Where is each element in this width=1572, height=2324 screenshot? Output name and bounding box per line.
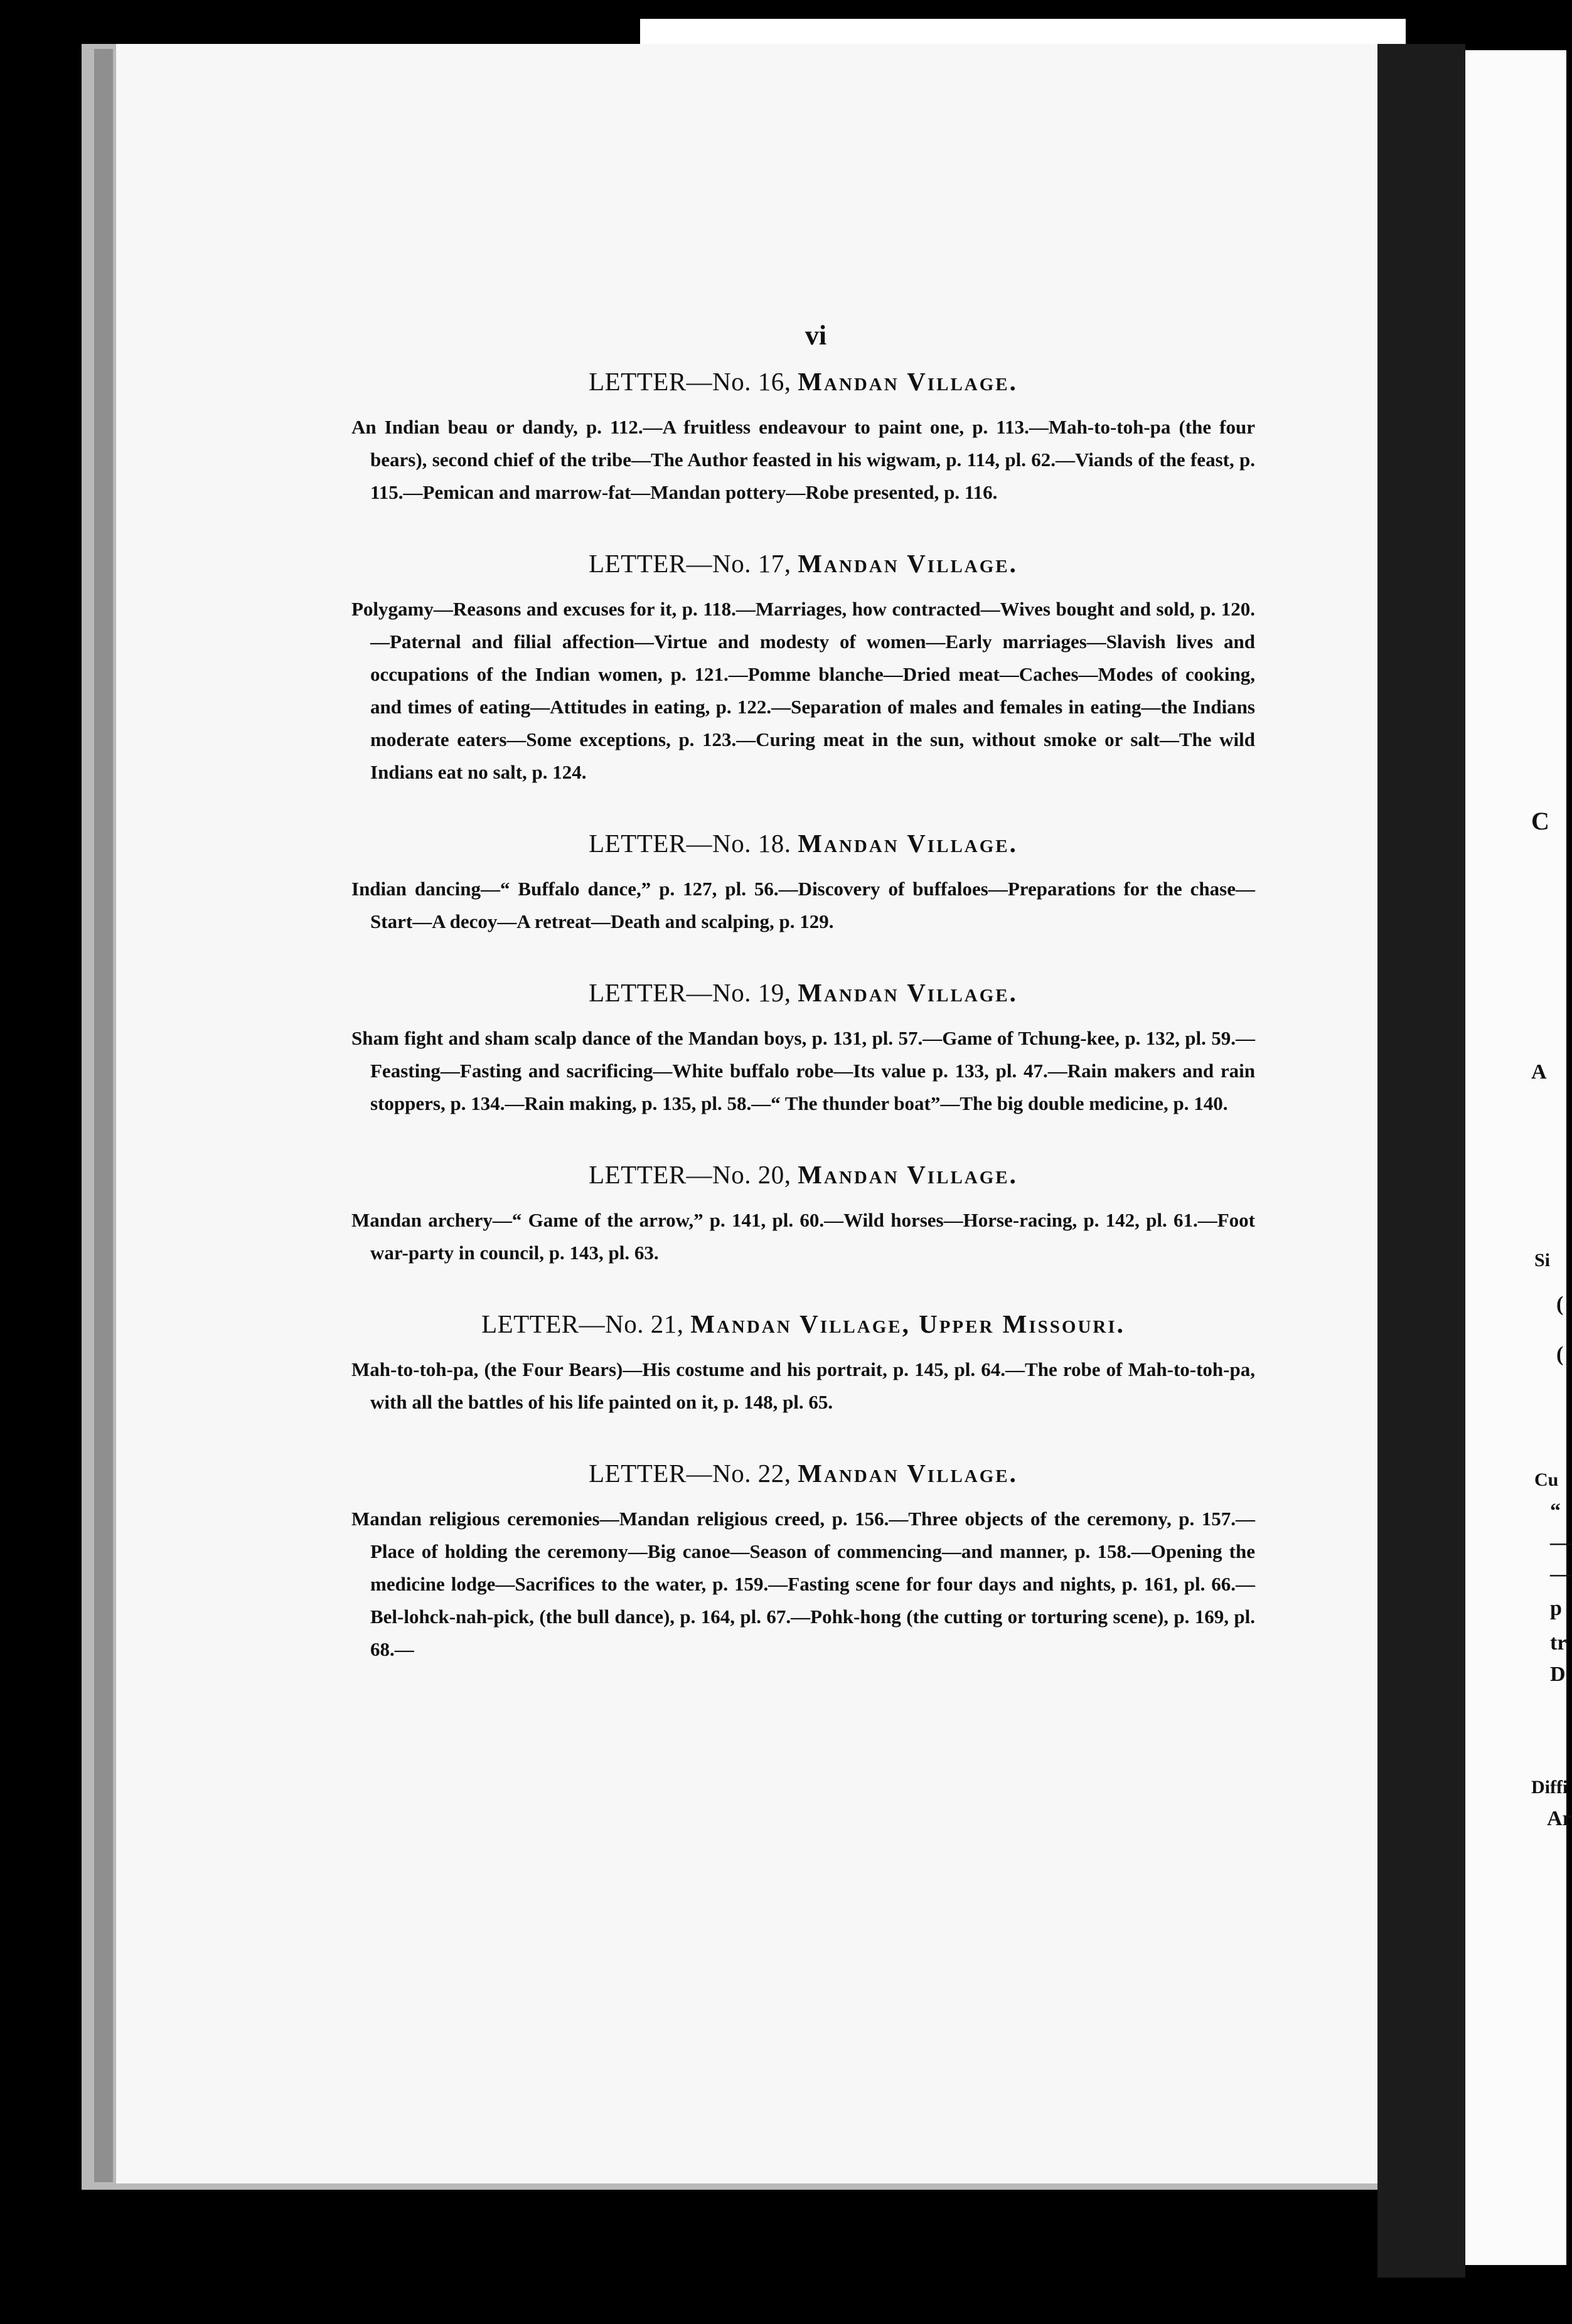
next-page-fragment: Diffi: [1531, 1777, 1568, 1798]
letter-number: LETTER—No. 18.: [589, 829, 791, 858]
adjacent-page: [1465, 50, 1566, 2265]
book-gutter: [1377, 44, 1465, 2278]
letter-number: LETTER—No. 19,: [589, 978, 791, 1007]
next-page-fragment: D: [1550, 1663, 1566, 1686]
next-page-fragment: Cu: [1534, 1469, 1559, 1490]
page-binding-edge: [94, 49, 113, 2182]
letter-entry: [351, 366, 1255, 509]
next-page-fragment: A: [1531, 1060, 1547, 1084]
next-page-fragment: (: [1556, 1343, 1564, 1366]
letter-place: Mandan Village.: [798, 1160, 1018, 1189]
letter-number: LETTER—No. 16,: [589, 367, 791, 396]
letter-place: Mandan Village.: [798, 829, 1018, 858]
next-page-fragment: —: [1550, 1562, 1571, 1586]
letter-place: Mandan Village.: [798, 367, 1018, 396]
letter-number: LETTER—No. 22,: [589, 1459, 791, 1488]
page-number: vi: [805, 320, 827, 351]
next-page-fragment: tr: [1550, 1631, 1567, 1655]
letter-number: LETTER—No. 20,: [589, 1160, 791, 1189]
letter-heading: [351, 1159, 1255, 1190]
letter-heading: [351, 366, 1255, 397]
letter-summary: Mandan religious ceremonies—Mandan religious creed, p. 156.—Three objects of the ceremony, p. 157.—Place of holding the ceremony—Big canoe—Season of commencing—and manner, p. 158.—Opening the medicine lodge—Sacrifices to the water, p. 159.—Fasting scene for four days and nights, p. 161, pl. 66.—Bel-lohck-nah-pick, (the bull dance), p. 164, pl. 67.—Pohk-hong (the cutting or torturing scene), p. 169, pl. 68.—: [351, 1508, 1255, 1660]
letter-heading: [351, 548, 1255, 579]
next-page-fragment: Ar: [1547, 1807, 1572, 1830]
letter-summary: An Indian beau or dandy, p. 112.—A fruitless endeavour to paint one, p. 113.—Mah-to-toh-pa (the four bears), second chief of the tribe—The Author feasted in his wigwam, p. 114, pl. 62.—Viands of the feast, p. 115.—Pemican and marrow-fat—Mandan pottery—Robe presented, p. 116.: [351, 416, 1255, 503]
letter-entry: [351, 828, 1255, 938]
letter-summary: Indian dancing—“ Buffalo dance,” p. 127, pl. 56.—Discovery of buffaloes—Preparations for the chase—Start—A decoy—A retreat—Death and scalping, p. 129.: [351, 878, 1255, 932]
next-page-fragment: —: [1550, 1531, 1571, 1554]
letter-heading: [351, 828, 1255, 859]
letter-entry: [351, 1308, 1255, 1419]
letter-entry: [351, 1458, 1255, 1666]
letter-summary: Mandan archery—“ Game of the arrow,” p. 141, pl. 60.—Wild horses—Horse-racing, p. 142, pl. 61.—Foot war-party in council, p. 143, pl. 63.: [351, 1209, 1255, 1264]
letter-summary: Polygamy—Reasons and excuses for it, p. 118.—Marriages, how contracted—Wives bought and sold, p. 120.—Paternal and filial affection—Virtue and modesty of women—Early marriages—Slavish lives and occupations of the Indian women, p. 121.—Pomme blanche—Dried meat—Caches—Modes of cooking, and times of eating—Attitudes in eating, p. 122.—Separation of males and females in eating—the Indians moderate eaters—Some exceptions, p. 123.—Curing meat in the sun, without smoke or salt—The wild Indians eat no salt, p. 124.: [351, 598, 1255, 783]
letter-place: Mandan Village.: [798, 1459, 1018, 1488]
letter-heading: [351, 1458, 1255, 1489]
next-page-fragment: Si: [1534, 1250, 1551, 1271]
letter-number: LETTER—No. 21,: [481, 1309, 684, 1338]
letter-summary: Mah-to-toh-pa, (the Four Bears)—His costume and his portrait, p. 145, pl. 64.—The robe of Mah-to-toh-pa, with all the battles of his life painted on it, p. 148, pl. 65.: [351, 1358, 1255, 1413]
next-page-fragment: p: [1550, 1597, 1562, 1620]
next-page-fragment: “: [1550, 1500, 1561, 1523]
letter-entry: [351, 1159, 1255, 1269]
letter-heading: [351, 977, 1255, 1008]
next-page-fragment: C: [1531, 807, 1549, 835]
letter-place: Mandan Village.: [798, 549, 1018, 578]
letter-entry: [351, 548, 1255, 789]
letter-heading: [351, 1308, 1255, 1340]
letter-place: Mandan Village, Upper Missouri.: [690, 1309, 1125, 1338]
letter-place: Mandan Village.: [798, 978, 1018, 1007]
letter-number: LETTER—No. 17,: [589, 549, 791, 578]
letter-entry: [351, 977, 1255, 1120]
letter-summary: Sham fight and sham scalp dance of the Mandan boys, p. 131, pl. 57.—Game of Tchung-kee, p. 132, pl. 59.—Feasting—Fasting and sacrificing—White buffalo robe—Its value p. 133, pl. 47.—Rain makers and rain stoppers, p. 134.—Rain making, p. 135, pl. 58.—“ The thunder boat”—The big double medicine, p. 140.: [351, 1027, 1255, 1114]
page-content: [351, 317, 1255, 1705]
next-page-fragment: (: [1556, 1293, 1564, 1316]
